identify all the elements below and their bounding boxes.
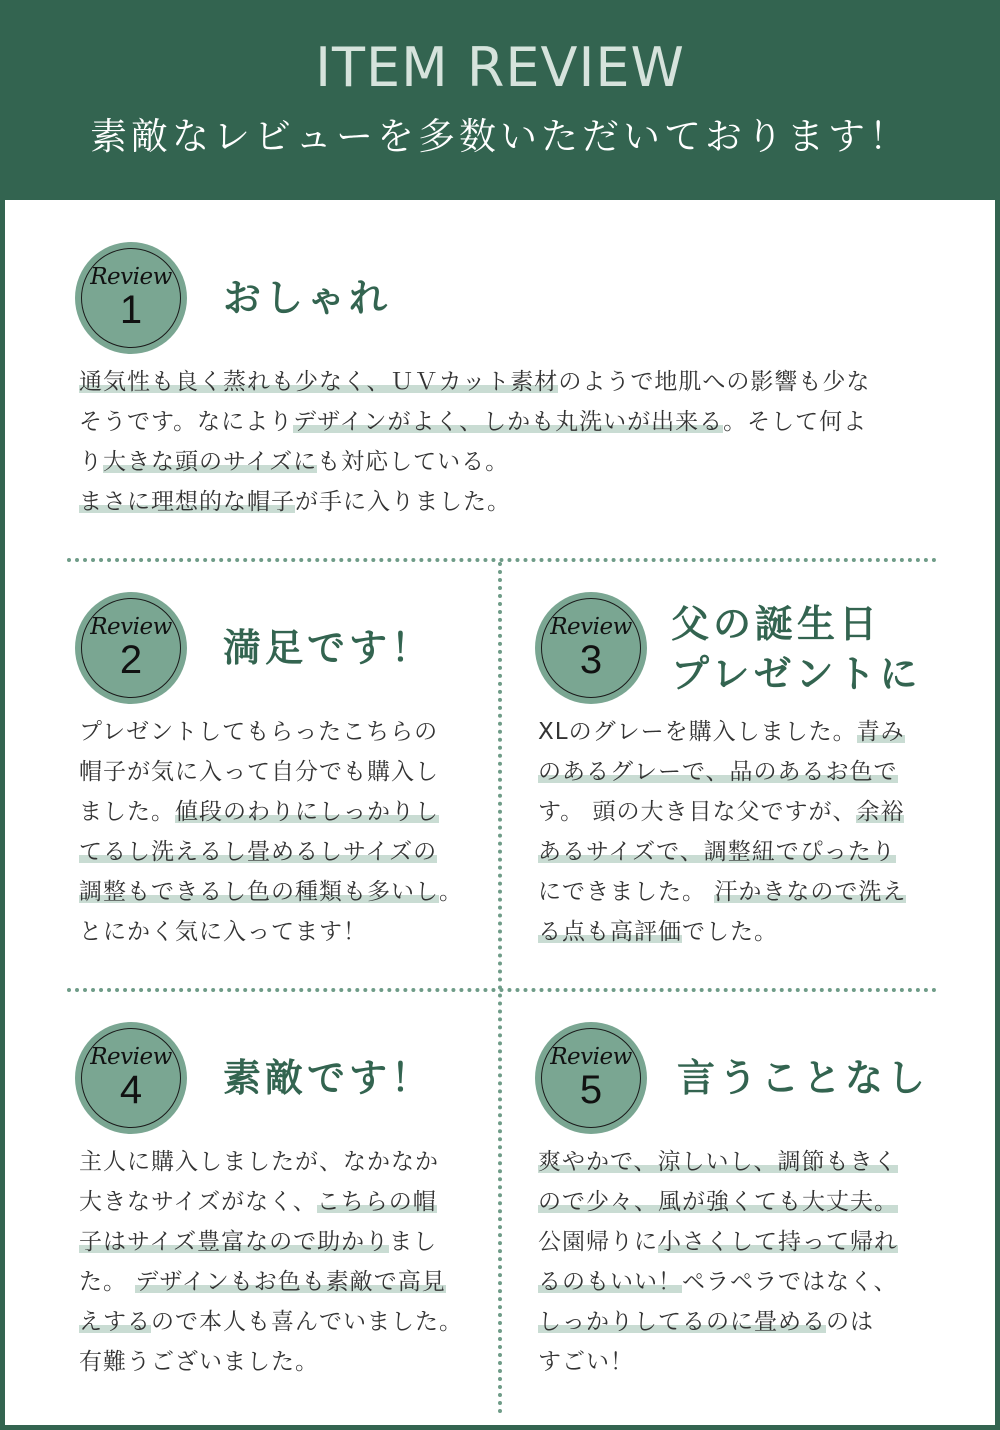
review-text: そうです。なにより <box>79 409 294 435</box>
review-text: が手に入りました。 <box>295 489 511 515</box>
review-line <box>79 1182 489 1222</box>
review-badge-3 <box>535 592 647 704</box>
review-title-1: おしゃれ <box>223 276 392 320</box>
header-banner <box>0 0 1000 200</box>
badge-review-word: Review <box>550 1044 632 1070</box>
highlighted-text: 爽やかで、涼しいし、調節もきく <box>538 1149 898 1175</box>
review-body-1 <box>79 362 959 522</box>
review-text: のようで地肌への影響も少な <box>558 369 871 395</box>
highlighted-text: こちらの帽 <box>316 1189 437 1215</box>
highlighted-text: るのもいい！ <box>538 1269 682 1295</box>
review-line <box>538 792 958 832</box>
review-title-5: 言うことなし <box>677 1056 930 1100</box>
review-text: ました。 <box>79 799 175 825</box>
review-text: 。そして何よ <box>723 409 868 435</box>
review-text: 有難うございました。 <box>79 1349 319 1375</box>
highlighted-text: 値段のわりにしっかりし <box>175 799 439 825</box>
review-line <box>79 1222 489 1262</box>
highlighted-text: 余裕 <box>856 799 905 825</box>
review-badge-1 <box>75 242 187 354</box>
review-text: 大きなサイズがなく、 <box>79 1189 317 1215</box>
highlighted-text: 子はサイズ豊富なので助かり <box>79 1229 390 1255</box>
review-body-2 <box>79 712 489 952</box>
review-line <box>538 752 958 792</box>
highlighted-text: てるし洗えるし畳めるしサイズの <box>79 839 438 865</box>
review-text: にできました。 <box>538 879 715 905</box>
review-text: ので本人も喜んでいました。 <box>151 1309 463 1335</box>
review-text: り <box>79 449 103 475</box>
highlighted-text: 青み <box>856 719 905 745</box>
highlighted-text: る点も高評価 <box>538 919 682 945</box>
highlighted-text: 調整もできるし色の種類も多いし <box>79 879 439 905</box>
review-text: のは <box>826 1309 874 1335</box>
review-text: 帽子が気に入って自分でも購入し <box>79 759 439 785</box>
review-text: 公園帰りに <box>538 1229 658 1255</box>
highlighted-text: 小さくして持って帰れ <box>658 1229 898 1255</box>
review-badge-4 <box>75 1022 187 1134</box>
badge-review-word: Review <box>90 264 172 290</box>
highlighted-text: デザインもお色も素敵で高見 <box>135 1269 446 1295</box>
badge-number: 2 <box>119 638 143 682</box>
review-line <box>79 482 959 522</box>
review-line <box>79 1262 489 1302</box>
review-line <box>79 1142 489 1182</box>
review-line <box>538 1142 958 1182</box>
review-text: とにかく気に入ってます！ <box>79 919 367 945</box>
badge-review-word: Review <box>90 1044 172 1070</box>
review-text: も対応している。 <box>317 449 510 475</box>
review-title-3-line1: 父の誕生日 <box>671 602 882 646</box>
review-line <box>79 1342 489 1382</box>
review-text: 主人に購入しましたが、なかなか <box>79 1149 439 1175</box>
highlighted-text: 通気性も良く蒸れも少なく、ＵＶカット素材 <box>79 369 559 395</box>
review-text: 。 <box>439 879 463 905</box>
badge-number: 4 <box>119 1068 143 1112</box>
review-text: プレゼントしてもらったこちらの <box>79 719 439 745</box>
highlighted-text: 大きな頭のサイズに <box>103 449 318 475</box>
review-text: す。 頭の大き目な父ですが、 <box>538 799 857 825</box>
badge-review-word: Review <box>90 614 172 640</box>
highlighted-text: デザインがよく、しかも丸洗いが出来る <box>293 409 724 435</box>
review-text: た。 <box>79 1269 136 1295</box>
highlighted-text: まさに理想的な帽子 <box>79 489 295 515</box>
review-title-4: 素敵です！ <box>223 1056 434 1100</box>
badge-number: 3 <box>579 638 603 682</box>
review-text: ペラペラではなく、 <box>682 1269 898 1295</box>
review-line <box>538 1342 958 1382</box>
review-line <box>538 832 958 872</box>
review-text: でした。 <box>682 919 778 945</box>
review-title-2: 満足です！ <box>223 626 434 670</box>
review-line <box>79 362 959 402</box>
review-body-4 <box>79 1142 489 1382</box>
review-text: まし <box>389 1229 438 1255</box>
review-line <box>538 912 958 952</box>
review-title-3-line2: プレゼントに <box>671 652 922 696</box>
highlighted-text: あるサイズで、調整紐でぴったり <box>538 839 896 865</box>
review-line <box>538 1182 958 1222</box>
review-line <box>79 712 489 752</box>
review-text: XLのグレーを購入しました。 <box>538 719 857 745</box>
badge-number: 5 <box>579 1068 603 1112</box>
page-subtitle: 素敵なレビューを多数いただいております！ <box>90 115 910 158</box>
review-panel <box>5 200 995 1425</box>
review-line <box>538 1262 958 1302</box>
review-line <box>538 872 958 912</box>
review-line <box>538 712 958 752</box>
highlighted-text: のあるグレーで、品のあるお色で <box>538 759 898 785</box>
review-line <box>79 1302 489 1342</box>
divider-horizontal-1 <box>67 558 937 562</box>
review-line <box>79 832 489 872</box>
badge-number: 1 <box>119 288 143 332</box>
highlighted-text: 汗かきなので洗え <box>714 879 907 905</box>
review-body-3 <box>538 712 958 952</box>
review-body-5 <box>538 1142 958 1382</box>
highlighted-text: しっかりしてるのに畳める <box>538 1309 826 1335</box>
review-line <box>79 792 489 832</box>
highlighted-text: ので少々、風が強くても大丈夫。 <box>538 1189 898 1215</box>
review-line <box>79 912 489 952</box>
review-line <box>79 442 959 482</box>
highlighted-text: えする <box>79 1309 151 1335</box>
review-line <box>538 1302 958 1342</box>
divider-horizontal-2 <box>67 988 937 992</box>
review-line <box>79 872 489 912</box>
review-line <box>79 752 489 792</box>
review-line <box>538 1222 958 1262</box>
review-line <box>79 402 959 442</box>
badge-review-word: Review <box>550 614 632 640</box>
page-title: ITEM REVIEW <box>315 36 685 99</box>
review-badge-2 <box>75 592 187 704</box>
review-text: すごい！ <box>538 1349 634 1375</box>
review-badge-5 <box>535 1022 647 1134</box>
